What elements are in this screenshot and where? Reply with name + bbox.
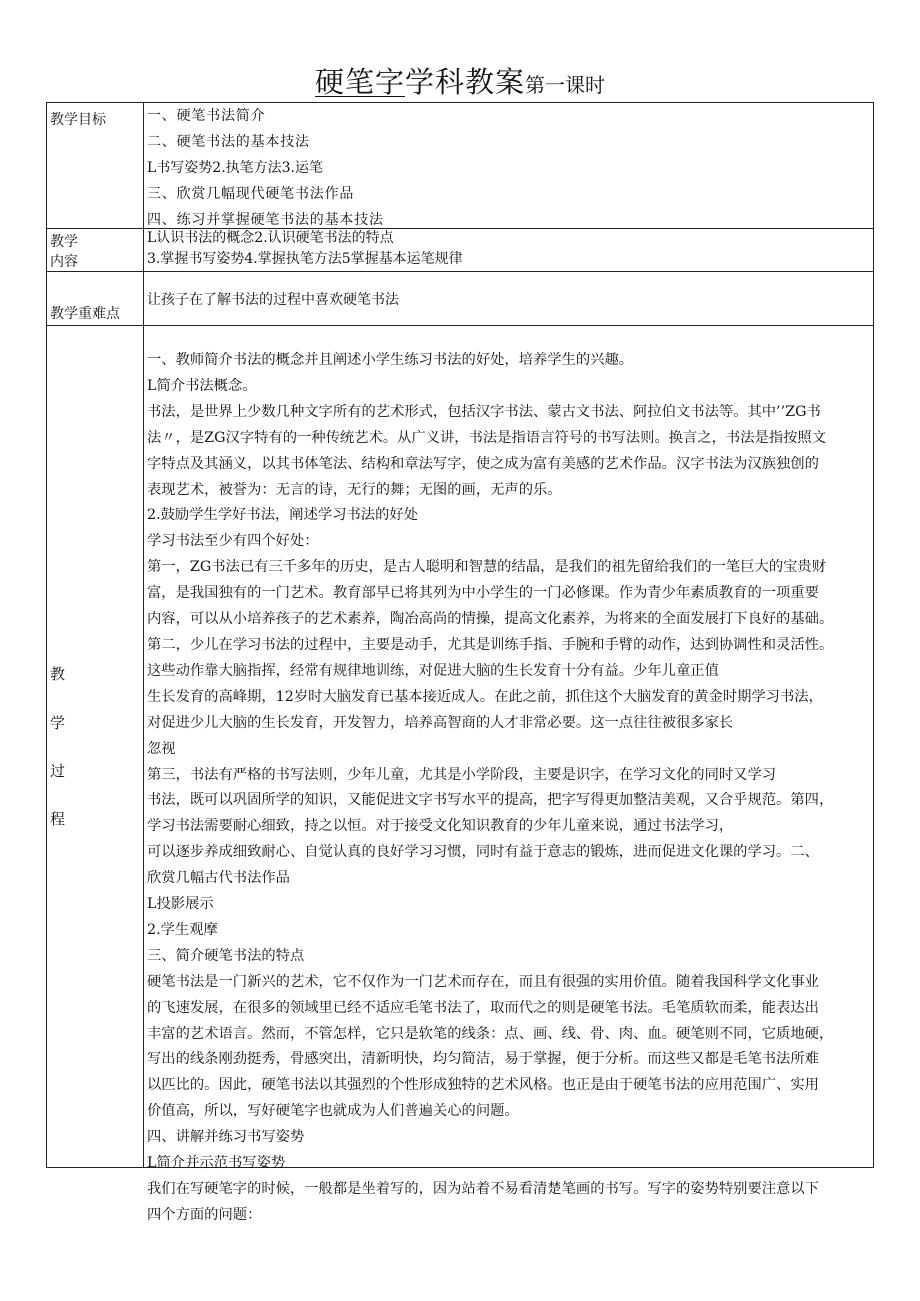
goals-label: 教学目标 xyxy=(50,112,106,128)
process-line: 内容，可以从小培养孩子的艺术素养，陶冶高尚的情操，提高文化素养，为将来的全面发展打下良好的基础。 xyxy=(147,611,834,628)
process-line: 写出的线条刚劲挺秀，骨感突出，清新明快，均匀简洁，易于掌握，便于分析。而这些又都是毛笔书法所难 xyxy=(147,1051,819,1068)
process-line: 以匹比的。因此，硬笔书法以其强烈的个性形成独特的艺术风格。也正是由于硬笔书法的应用范围广、实用 xyxy=(147,1077,819,1094)
process-line: 表现艺术，被誉为：无言的诗，无行的舞；无图的画，无声的乐。 xyxy=(147,481,562,498)
goals-line-5: 四、练习并掌握硬笔书法的基本技法 xyxy=(147,212,384,228)
process-line: 2.学生观摩 xyxy=(147,921,218,938)
process-line: 忽视 xyxy=(147,740,176,757)
process-line: 第一，ZG书法已有三千多年的历史，是古人聪明和智慧的结晶，是我们的祖先留给我们的一笔巨大的宝贵财 xyxy=(147,559,827,576)
process-line: 三、简介硬笔书法的特点 xyxy=(147,947,305,964)
process-line: 四个方面的问题： xyxy=(147,1206,262,1223)
process-line: 可以逐步养成细致耐心、自觉认真的良好学习习惯，同时有益于意志的锻炼，进而促进文化课的学习。二、 xyxy=(147,844,819,861)
content-label-1: 教学 xyxy=(50,234,78,250)
row-divider xyxy=(47,271,873,272)
process-line: 一、教师简介书法的概念并且阐述小学生练习书法的好处，培养学生的兴趣。 xyxy=(147,352,634,368)
process-line: 欣赏几幅古代书法作品 xyxy=(147,870,290,887)
process-line: L简介书法概念。 xyxy=(147,377,257,394)
content-line-2: 3.掌握书写姿势4.掌握执笔方法5掌握基本运笔规律 xyxy=(147,251,463,267)
page-title xyxy=(0,60,920,101)
process-label-char-1: 教 xyxy=(50,665,66,683)
process-line: 四、讲解并练习书写姿势 xyxy=(147,1129,305,1146)
process-line: 学习书法需要耐心细致，持之以恒。对于接受文化知识教育的少年儿童来说，通过书法学习， xyxy=(147,818,734,835)
process-line: 硬笔书法是一门新兴的艺术，它不仅作为一门艺术而存在，而且有很强的实用价值。随着我国科学文化事业 xyxy=(147,973,819,990)
process-label-char-3: 过 xyxy=(50,762,66,780)
key-text: 让孩子在了解书法的过程中喜欢硬笔书法 xyxy=(147,292,399,308)
process-line: 第二，少儿在学习书法的过程中，主要是动手，尤其是训练手指、手腕和手臂的动作，达到协调性和灵活性。 xyxy=(147,636,834,653)
process-line: L投影展示 xyxy=(147,896,214,913)
process-label-char-4: 程 xyxy=(50,810,66,828)
title-main: 学科教案 xyxy=(405,65,526,99)
row-divider xyxy=(47,325,873,326)
process-line: 2.鼓励学生学好书法，阐述学习书法的好处 xyxy=(147,507,418,524)
process-body xyxy=(147,348,873,1229)
process-line: 字特点及其涵义，以其书体笔法、结构和章法写字，使之成为富有美感的艺术作品。汉字书法为汉族独创的 xyxy=(147,455,819,472)
process-line: 第三，书法有严格的书写法则，少年儿童，尤其是小学阶段，主要是识字，在学习文化的同时又学习 xyxy=(147,766,777,783)
process-line: 书法，是世界上少数几种文字所有的艺术形式，包括汉字书法、蒙古文书法、阿拉伯文书法等。其中’’ZG书 xyxy=(147,403,821,420)
goals-line-2: 二、硬笔书法的基本技法 xyxy=(147,134,310,150)
process-line: 学习书法至少有四个好处： xyxy=(147,533,319,550)
title-main-underlined: 硬笔字 xyxy=(314,65,405,99)
goals-line-4: 三、欣赏几幅现代硬笔书法作品 xyxy=(147,186,355,202)
column-divider xyxy=(143,103,144,1167)
process-line: 对促进少儿大脑的生长发育，开发智力，培养高智商的人才非常必要。这一点往往被很多家长 xyxy=(147,714,734,731)
process-line: 书法，既可以巩固所学的知识，又能促进文字书写水平的提高，把字写得更加整洁美观，又合乎规范。第四， xyxy=(147,792,834,809)
goals-line-3: L书写姿势2.执笔方法3.运笔 xyxy=(147,160,324,176)
process-line: L简介并示范书写姿势 xyxy=(147,1155,286,1172)
lesson-plan-table xyxy=(46,102,874,1223)
title-sub: 第一课时 xyxy=(525,73,606,97)
process-line: 我们在写硬笔字的时候，一般都是坐着写的，因为站着不易看清楚笔画的书写。写字的姿势特别要注意以下 xyxy=(147,1181,819,1197)
goals-line-1: 一、硬笔书法简介 xyxy=(147,108,266,124)
process-line: 价值高，所以，写好硬笔字也就成为人们普遍关心的问题。 xyxy=(147,1103,519,1120)
process-line: 丰富的艺术语言。然而，不管怎样，它只是软笔的线条：点、画、线、骨、肉、血。硬笔则不同，它质地硬， xyxy=(147,1025,834,1042)
process-label-char-2: 学 xyxy=(50,714,66,732)
process-line: 法〃，是ZG汉字特有的一种传统艺术。从广义讲，书法是指语言符号的书写法则。换言之，书法是指按照文 xyxy=(147,429,827,446)
content-line-1: L认识书法的概念2.认识硬笔书法的特点 xyxy=(147,230,394,246)
process-line: 生长发育的高峰期，12岁时大脑发育已基本接近成人。在此之前，抓住这个大脑发育的黄金时期学习书法， xyxy=(147,688,823,705)
process-line: 富，是我国独有的一门艺术。教育部早已将其列为中小学生的一门必修课。作为青少年素质教育的一项重要 xyxy=(147,585,819,602)
process-line: 的飞速发展，在很多的领域里已经不适应毛笔书法了，取而代之的则是硬笔书法。毛笔质软而柔，能表达出 xyxy=(147,999,819,1016)
key-label: 教学重难点 xyxy=(50,306,120,322)
content-label-2: 内容 xyxy=(50,254,78,270)
process-line: 这些动作靠大脑指挥，经常有规律地训练，对促进大脑的生长发育十分有益。少年儿童正值 xyxy=(147,662,719,679)
